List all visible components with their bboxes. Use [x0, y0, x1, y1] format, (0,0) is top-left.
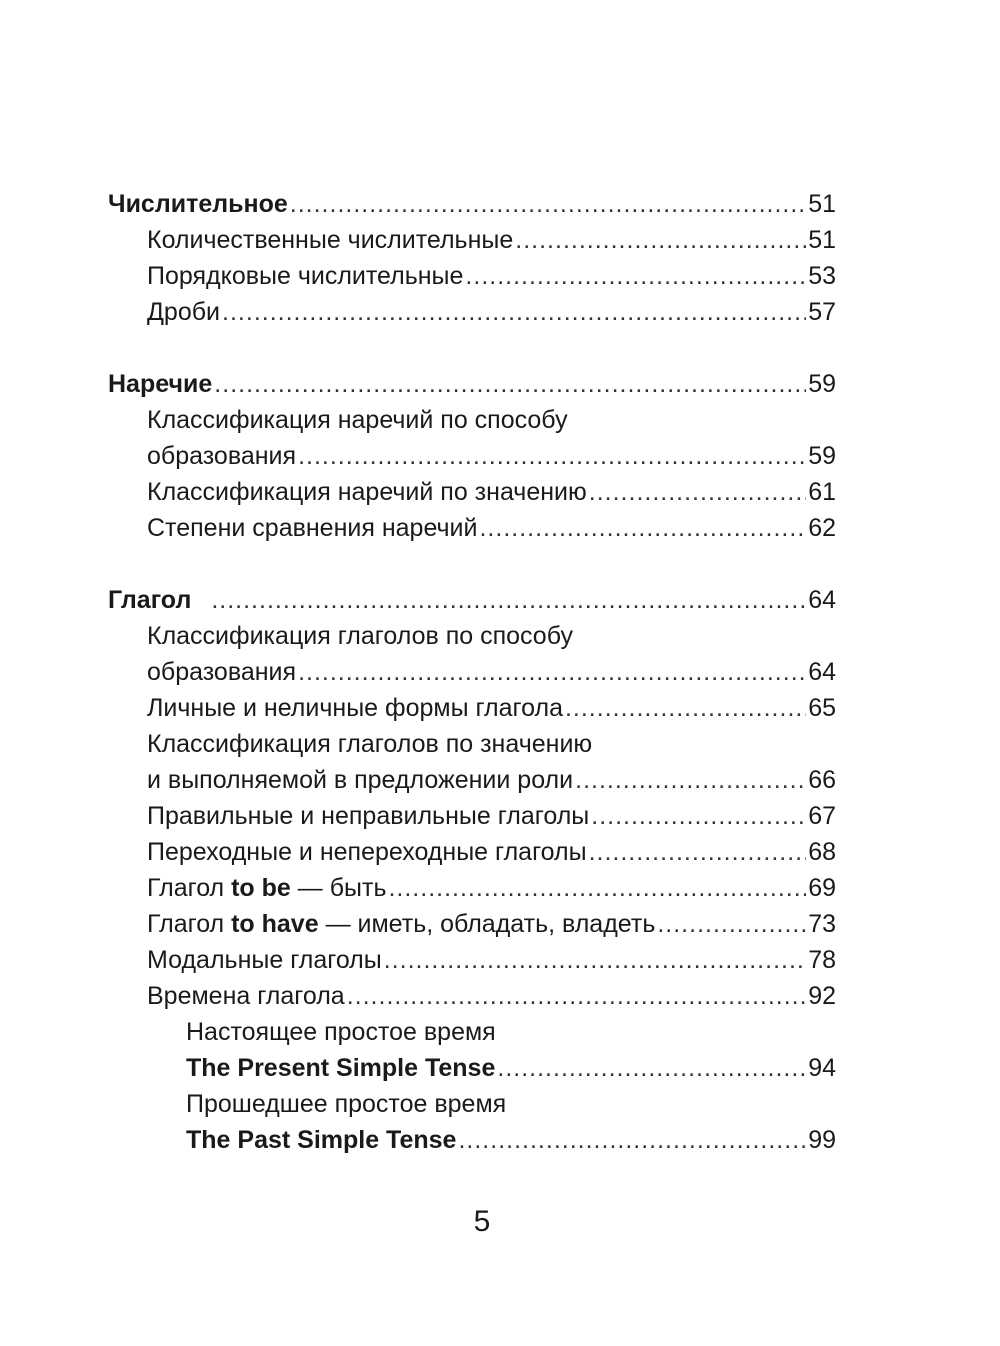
- toc-title: The Past Simple Tense: [186, 1126, 457, 1154]
- leader-dots: [465, 258, 806, 294]
- section-gap: [108, 330, 836, 366]
- toc-entry[interactable]: [108, 978, 836, 1014]
- toc-page: 59: [808, 442, 836, 470]
- toc-page: 64: [808, 586, 836, 614]
- toc-entry-to-have[interactable]: [108, 906, 836, 942]
- toc-page: 61: [808, 478, 836, 506]
- toc-entry[interactable]: [108, 942, 836, 978]
- toc-entry[interactable]: [108, 474, 836, 510]
- toc-title: Наречие: [108, 370, 213, 398]
- leader-dots: [214, 366, 806, 402]
- toc-entry-line[interactable]: Классификация наречий по способу: [147, 406, 568, 434]
- leader-dots: [458, 1122, 806, 1158]
- toc-entry[interactable]: [108, 798, 836, 834]
- toc-entry-line[interactable]: Прошедшее простое время: [186, 1090, 507, 1118]
- toc-page: 67: [808, 802, 836, 830]
- toc-page: 66: [808, 766, 836, 794]
- toc-title: Числительное: [108, 190, 288, 218]
- toc-page: 53: [808, 262, 836, 290]
- toc-page: 57: [808, 298, 836, 326]
- toc-section-adverb[interactable]: [108, 366, 836, 402]
- toc-entry[interactable]: [108, 438, 836, 474]
- toc-title-suffix: — быть: [290, 874, 387, 902]
- toc-title: Модальные глаголы: [147, 946, 382, 974]
- leader-dots: [479, 510, 806, 546]
- toc-title: образования: [147, 658, 297, 686]
- toc-title-prefix: Глагол: [147, 910, 232, 938]
- toc-entry-to-be[interactable]: [108, 870, 836, 906]
- toc-page: 73: [808, 910, 836, 938]
- toc-title: Степени сравнения наречий: [147, 514, 478, 542]
- toc-page: 92: [808, 982, 836, 1010]
- page-number: 5: [473, 1205, 491, 1238]
- toc-title-bold: to have: [231, 910, 319, 938]
- toc-title: Глагол: [108, 586, 192, 614]
- toc-title: и выполняемой в предложении роли: [147, 766, 574, 794]
- leader-dots: [384, 942, 806, 978]
- toc-page: 51: [808, 226, 836, 254]
- toc-title: Количественные числительные: [147, 226, 514, 254]
- toc-section-verb[interactable]: [108, 582, 836, 618]
- leader-dots: [222, 294, 806, 330]
- toc-page: 68: [808, 838, 836, 866]
- table-of-contents: [108, 186, 836, 1158]
- toc-title: Личные и неличные формы глагола: [147, 694, 563, 722]
- toc-title-prefix: Глагол: [147, 874, 232, 902]
- toc-entry[interactable]: [108, 654, 836, 690]
- leader-dots: [565, 690, 806, 726]
- toc-title: Порядковые числительные: [147, 262, 464, 290]
- toc-title: Классификация наречий по значению: [147, 478, 587, 506]
- toc-page: 64: [808, 658, 836, 686]
- toc-entry[interactable]: [108, 690, 836, 726]
- leader-dots: [591, 798, 806, 834]
- toc-section-numeral[interactable]: [108, 186, 836, 222]
- leader-dots: [211, 582, 806, 618]
- leader-dots: [657, 906, 806, 942]
- toc-entry[interactable]: [108, 510, 836, 546]
- leader-dots: [298, 654, 806, 690]
- section-gap: [108, 546, 836, 582]
- toc-entry[interactable]: [108, 222, 836, 258]
- toc-page: 65: [808, 694, 836, 722]
- toc-page: 69: [808, 874, 836, 902]
- toc-title-suffix: — иметь, обладать, владеть: [318, 910, 656, 938]
- toc-title: образования: [147, 442, 297, 470]
- toc-page: 51: [808, 190, 836, 218]
- toc-entry-line[interactable]: Настоящее простое время: [186, 1018, 496, 1046]
- toc-entry-line[interactable]: Классификация глаголов по значению: [147, 730, 593, 758]
- toc-page: 99: [808, 1126, 836, 1154]
- toc-title: [147, 870, 386, 906]
- leader-dots: [298, 438, 806, 474]
- toc-entry[interactable]: [108, 834, 836, 870]
- toc-entry[interactable]: [108, 294, 836, 330]
- leader-dots: [347, 978, 806, 1014]
- toc-title: Правильные и неправильные глаголы: [147, 802, 590, 830]
- leader-dots: [575, 762, 806, 798]
- toc-entry-present-simple[interactable]: [108, 1050, 836, 1086]
- leader-dots: [589, 834, 807, 870]
- leader-dots: [497, 1050, 806, 1086]
- toc-title: The Present Simple Tense: [186, 1054, 496, 1082]
- toc-entry-line[interactable]: Классификация глаголов по способу: [147, 622, 573, 650]
- leader-dots: [290, 186, 806, 222]
- toc-page: 59: [808, 370, 836, 398]
- toc-title: Переходные и непереходные глаголы: [147, 838, 587, 866]
- toc-page: 62: [808, 514, 836, 542]
- toc-title: Времена глагола: [147, 982, 345, 1010]
- toc-page: 94: [808, 1054, 836, 1082]
- toc-title: Дроби: [147, 298, 221, 326]
- leader-dots: [388, 870, 806, 906]
- toc-page: 78: [808, 946, 836, 974]
- toc-title-bold: to be: [231, 874, 291, 902]
- toc-entry-past-simple[interactable]: [108, 1122, 836, 1158]
- leader-dots: [515, 222, 806, 258]
- toc-entry[interactable]: [108, 762, 836, 798]
- toc-title: [147, 906, 655, 942]
- leader-dots: [589, 474, 806, 510]
- toc-entry[interactable]: [108, 258, 836, 294]
